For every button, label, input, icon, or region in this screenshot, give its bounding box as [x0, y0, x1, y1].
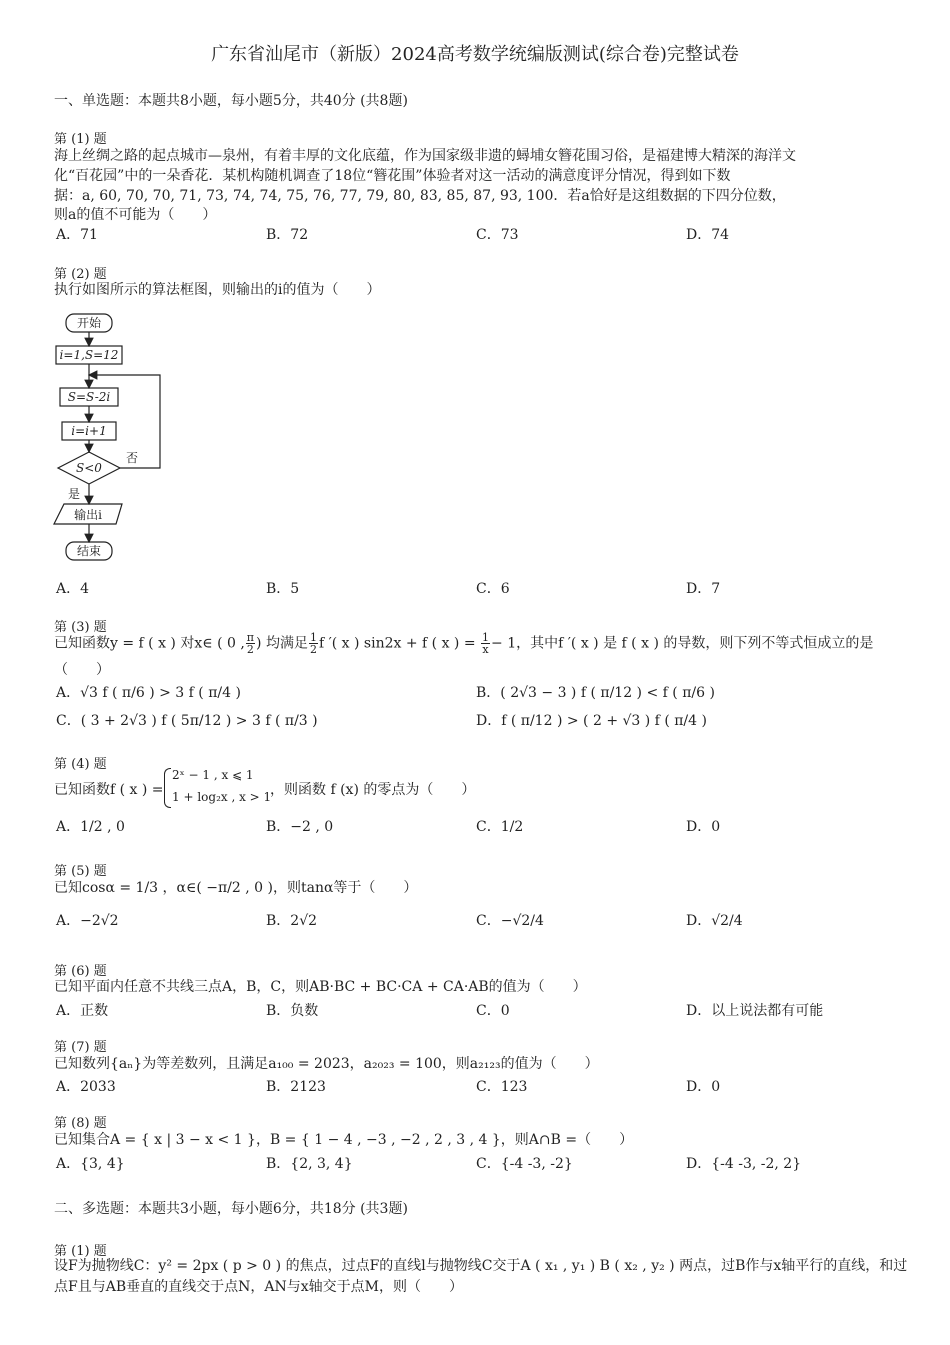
fraction-one-over-x: $\frac{1}{x}$ [482, 631, 490, 656]
flow-start-label: 开始 [76, 316, 102, 330]
option-b[interactable]: B．2√2 [266, 913, 318, 929]
question-number: 第 (3) 题 [54, 620, 107, 635]
question-stem-end: （ ） [54, 662, 110, 678]
stem-part: 均满足 [265, 635, 308, 652]
question-number: 第 (4) 题 [54, 757, 107, 772]
option-c[interactable]: C．123 [476, 1079, 528, 1095]
question-number: 第 (1) 题 [54, 1244, 107, 1259]
option-a[interactable]: A．1/2 , 0 [56, 819, 125, 835]
option-b[interactable]: B．−2 , 0 [266, 819, 334, 835]
option-a[interactable]: A．正数 [56, 1003, 109, 1019]
flow-no-label: 否 [125, 451, 139, 465]
option-c[interactable]: C．−√2/4 [476, 913, 544, 929]
question-number: 第 (6) 题 [54, 964, 107, 979]
option-d[interactable]: D．7 [686, 581, 721, 597]
question-number: 第 (1) 题 [54, 132, 107, 147]
question-number: 第 (7) 题 [54, 1040, 107, 1055]
question-stem-line: 设F为抛物线C：y² = 2px ( p > 0 ) 的焦点，过点F的直线l与抛物线C交于A ( x₁ , y₁ ) B ( x₂ , y₂ ) 两点，过B作与x轴平行的直线，和过 [54, 1258, 908, 1274]
flow-step1-label: S=S-2i [67, 390, 111, 404]
question-stem-line: 据：a, 60, 70, 70, 71, 73, 74, 74, 75, 76, 77, 79, 80, 83, 85, 87, 93, 100．若a恰好是这组数据的下四分位数， [54, 188, 786, 204]
option-d[interactable]: D．0 [686, 819, 721, 835]
option-d[interactable]: D．√2/4 [686, 913, 743, 929]
question-stem-line: 化“百花园”中的一朵香花．某机构随机调查了18位“簪花围”体验者对这一活动的满意度评分情况，得到如下数 [54, 168, 731, 184]
question-stem: 已知平面内任意不共线三点A，B，C，则AB·BC + BC·CA + CA·AB的值为（ ） [54, 979, 587, 995]
piecewise-case-2: 1 + log₂x , x > 1 [172, 790, 272, 804]
option-c[interactable]: C．( 3 + 2√3 ) f ( 5π/12 ) > 3 f ( π/3 ) [56, 713, 318, 729]
fraction-half: $\frac{1}{2}$ [309, 631, 317, 656]
section-heading-single-choice: 一、单选题：本题共8小题，每小题5分，共40分 (共8题) [54, 93, 408, 109]
piecewise-brace [164, 768, 171, 808]
question-number: 第 (2) 题 [54, 267, 107, 282]
question-stem-part: ，则函数 f (x) 的零点为（ ） [270, 782, 476, 798]
question-stem: 已知集合A = { x | 3 − x < 1 }，B = { 1 − 4 , −3 , −2 , 2 , 3 , 4 }，则A∩B =（ ） [54, 1132, 634, 1148]
option-d[interactable]: D．0 [686, 1079, 721, 1095]
option-b[interactable]: B．负数 [266, 1003, 319, 1019]
option-a[interactable]: A．71 [56, 227, 98, 243]
option-d[interactable]: D．以上说法都有可能 [686, 1003, 824, 1019]
option-c[interactable]: C．{-4 -3, -2} [476, 1156, 573, 1172]
question-number: 第 (5) 题 [54, 864, 107, 879]
question-stem-line: 海上丝绸之路的起点城市—泉州，有着丰厚的文化底蕴，作为国家级非遗的蟳埔女簪花围习俗，是福建博大精深的海洋文 [54, 148, 796, 164]
flow-condition-label: S<0 [76, 461, 102, 475]
option-d[interactable]: D．{-4 -3, -2, 2} [686, 1156, 802, 1172]
question-stem-part: 已知函数f ( x ) = [54, 782, 164, 798]
question-stem: 已知函数y = f ( x ) 对x∈ ( 0 , $\frac{\pi}{2}$ ) 均满足 $\frac{1}{2}$ f ′( x ) sin2x + f ( x ) = $\frac{1}{x}$ − 1，其中f ′( x ) 是 f ( x ) 的导数，则下列不等式恒成立的是 [54, 631, 874, 656]
flow-output-label: 输出i [74, 508, 102, 522]
option-c[interactable]: C．0 [476, 1003, 510, 1019]
option-c[interactable]: C．73 [476, 227, 519, 243]
question-number: 第 (8) 题 [54, 1116, 107, 1131]
option-b[interactable]: B．2123 [266, 1079, 326, 1095]
flow-yes-label: 是 [67, 487, 81, 501]
option-d[interactable]: D．74 [686, 227, 730, 243]
option-c[interactable]: C．1/2 [476, 819, 524, 835]
option-a[interactable]: A．−2√2 [56, 913, 119, 929]
option-b[interactable]: B．( 2√3 − 3 ) f ( π/12 ) < f ( π/6 ) [476, 685, 715, 701]
question-stem: 已知cosα = 1/3 ，α∈( −π/2 , 0 )，则tanα等于（ ） [54, 880, 418, 896]
stem-part: − 1，其中f ′( x ) 是 f ( x ) 的导数，则下列不等式恒成立的是 [491, 635, 874, 652]
option-c[interactable]: C．6 [476, 581, 510, 597]
interval-open: ( 0 , [217, 635, 245, 652]
question-stem-line: 则a的值不可能为（ ） [54, 207, 217, 223]
option-a[interactable]: A．{3, 4} [56, 1156, 125, 1172]
option-a[interactable]: A．√3 f ( π/6 ) > 3 f ( π/4 ) [56, 685, 241, 701]
question-stem: 已知数列{aₙ}为等差数列，且满足a₁₀₀ = 2023，a₂₀₂₃ = 100，则a₂₁₂₃的值为（ ） [54, 1056, 599, 1072]
stem-part: f ′( x ) sin2x + f ( x ) = [318, 635, 476, 652]
option-a[interactable]: A．4 [56, 581, 90, 597]
flowchart [50, 310, 175, 565]
option-b[interactable]: B．{2, 3, 4} [266, 1156, 353, 1172]
flow-step2-label: i=i+1 [71, 424, 107, 438]
question-stem: 执行如图所示的算法框图，则输出的i的值为（ ） [54, 282, 381, 298]
page-title: 广东省汕尾市（新版）2024高考数学统编版测试(综合卷)完整试卷 [211, 44, 739, 65]
question-stem-line: 点F且与AB垂直的直线交于点N，AN与x轴交于点M，则（ ） [54, 1279, 463, 1295]
option-b[interactable]: B．5 [266, 581, 300, 597]
piecewise-case-1: 2ˣ − 1 , x ⩽ 1 [172, 768, 254, 782]
option-d[interactable]: D．f ( π/12 ) > ( 2 + √3 ) f ( π/4 ) [476, 713, 707, 729]
flow-end-label: 结束 [76, 544, 102, 558]
flow-init-label: i=1,S=12 [59, 348, 119, 362]
stem-part: 已知函数y = f ( x ) 对x∈ [54, 635, 213, 652]
option-b[interactable]: B．72 [266, 227, 309, 243]
option-a[interactable]: A．2033 [56, 1079, 116, 1095]
fraction-pi-over-2: $\frac{\pi}{2}$ [246, 631, 255, 656]
section-heading-multiple-choice: 二、多选题：本题共3小题，每小题6分，共18分 (共3题) [54, 1201, 408, 1217]
